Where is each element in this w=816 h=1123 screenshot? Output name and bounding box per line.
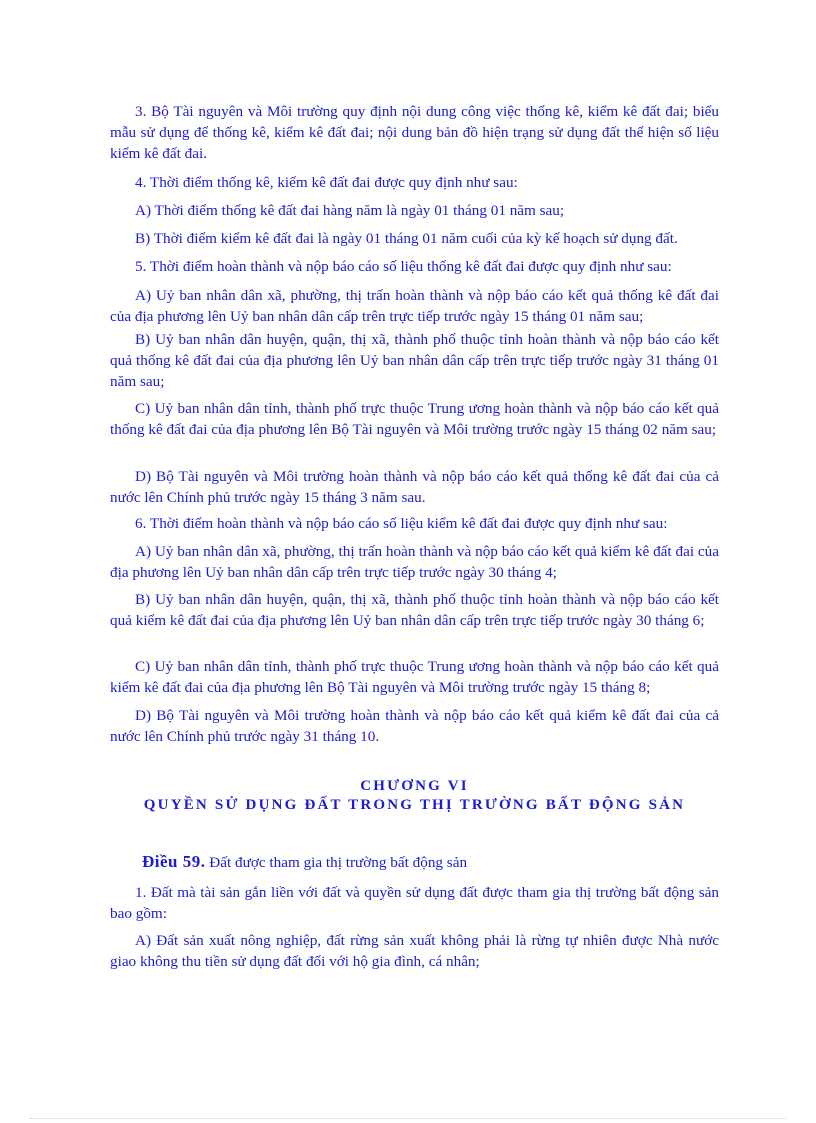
paragraph-5: 5. Thời điểm hoàn thành và nộp báo cáo số liệu thống kê đất đai được quy định như sau: [135, 258, 672, 275]
paragraph-5d: D) Bộ Tài nguyên và Môi trường hoàn thành và nộp báo cáo kết quả thống kê đất đai của cả nước lên Chính phủ trước ngày 15 tháng 3 năm sau. [110, 468, 719, 506]
paragraph-4: 4. Thời điểm thống kê, kiểm kê đất đai được quy định như sau: [135, 174, 518, 191]
article-title: Đất được tham gia thị trường bất động sản [205, 854, 468, 871]
article-number: Điều 59. [142, 852, 206, 871]
paragraph-6c: C) Uỷ ban nhân dân tỉnh, thành phố trực thuộc Trung ương hoàn thành và nộp báo cáo kết quả kiểm kê đất đai của địa phương lên Bộ Tài nguyên và Môi trường trước ngày 15 tháng 8; [110, 658, 719, 696]
paragraph-6d: D) Bộ Tài nguyên và Môi trường hoàn thành và nộp báo cáo kết quả kiểm kê đất đai của cả nước lên Chính phủ trước ngày 31 tháng 10. [110, 707, 719, 745]
article-heading [110, 851, 719, 873]
article-paragraph-1: 1. Đất mà tài sản gắn liền với đất và quyền sử dụng đất được tham gia thị trường bất động sản bao gồm: [110, 884, 719, 922]
paragraph-4a: A) Thời điểm thống kê đất đai hàng năm là ngày 01 tháng 01 năm sau; [135, 202, 565, 219]
paragraph-6a: A) Uỷ ban nhân dân xã, phường, thị trấn hoàn thành và nộp báo cáo kết quả kiểm kê đất đai của địa phương lên Uỷ ban nhân dân cấp trên trực tiếp trước ngày 30 tháng 4; [110, 543, 719, 581]
paragraph-6b: B) Uỷ ban nhân dân huyện, quận, thị xã, thành phố thuộc tỉnh hoàn thành và nộp báo cáo kết quả kiểm kê đất đai của địa phương lên Uỷ ban nhân dân cấp trên trực tiếp trước ngày 30 tháng 6; [110, 591, 719, 629]
paragraph-6: 6. Thời điểm hoàn thành và nộp báo cáo số liệu kiểm kê đất đai được quy định như sau: [135, 515, 668, 532]
paragraph-5b: B) Uỷ ban nhân dân huyện, quận, thị xã, thành phố thuộc tỉnh hoàn thành và nộp báo cáo kết quả thống kê đất đai của địa phương lên Uỷ ban nhân dân cấp trên trực tiếp trước ngày 31 tháng 01 năm sau; [110, 331, 719, 390]
page-bottom-divider [30, 1118, 786, 1119]
article-paragraph-1a: A) Đất sản xuất nông nghiệp, đất rừng sản xuất không phải là rừng tự nhiên được Nhà nước giao không thu tiền sử dụng đất đối với hộ gia đình, cá nhân; [110, 932, 719, 970]
chapter-title: QUYỀN SỬ DỤNG ĐẤT TRONG THỊ TRƯỜNG BẤT ĐỘNG SẢN [143, 797, 686, 813]
chapter-number: CHƯƠNG VI [360, 778, 469, 794]
paragraph-3: 3. Bộ Tài nguyên và Môi trường quy định nội dung công việc thống kê, kiểm kê đất đai; biểu mẫu sử dụng để thống kê, kiểm kê đất đai; nội dung bản đồ hiện trạng sử dụng đất thể hiện số liệu kiểm kê đất đai. [110, 103, 719, 162]
paragraph-5c: C) Uỷ ban nhân dân tỉnh, thành phố trực thuộc Trung ương hoàn thành và nộp báo cáo kết quả thống kê đất đai của địa phương lên Bộ Tài nguyên và Môi trường trước ngày 15 tháng 02 năm sau; [110, 400, 719, 438]
paragraph-4b: B) Thời điểm kiểm kê đất đai là ngày 01 tháng 01 năm cuối của kỳ kế hoạch sử dụng đất. [135, 230, 678, 247]
paragraph-5a: A) Uỷ ban nhân dân xã, phường, thị trấn hoàn thành và nộp báo cáo kết quả thống kê đất đai của địa phương lên Uỷ ban nhân dân cấp trên trực tiếp trước ngày 15 tháng 01 năm sau; [110, 287, 719, 325]
